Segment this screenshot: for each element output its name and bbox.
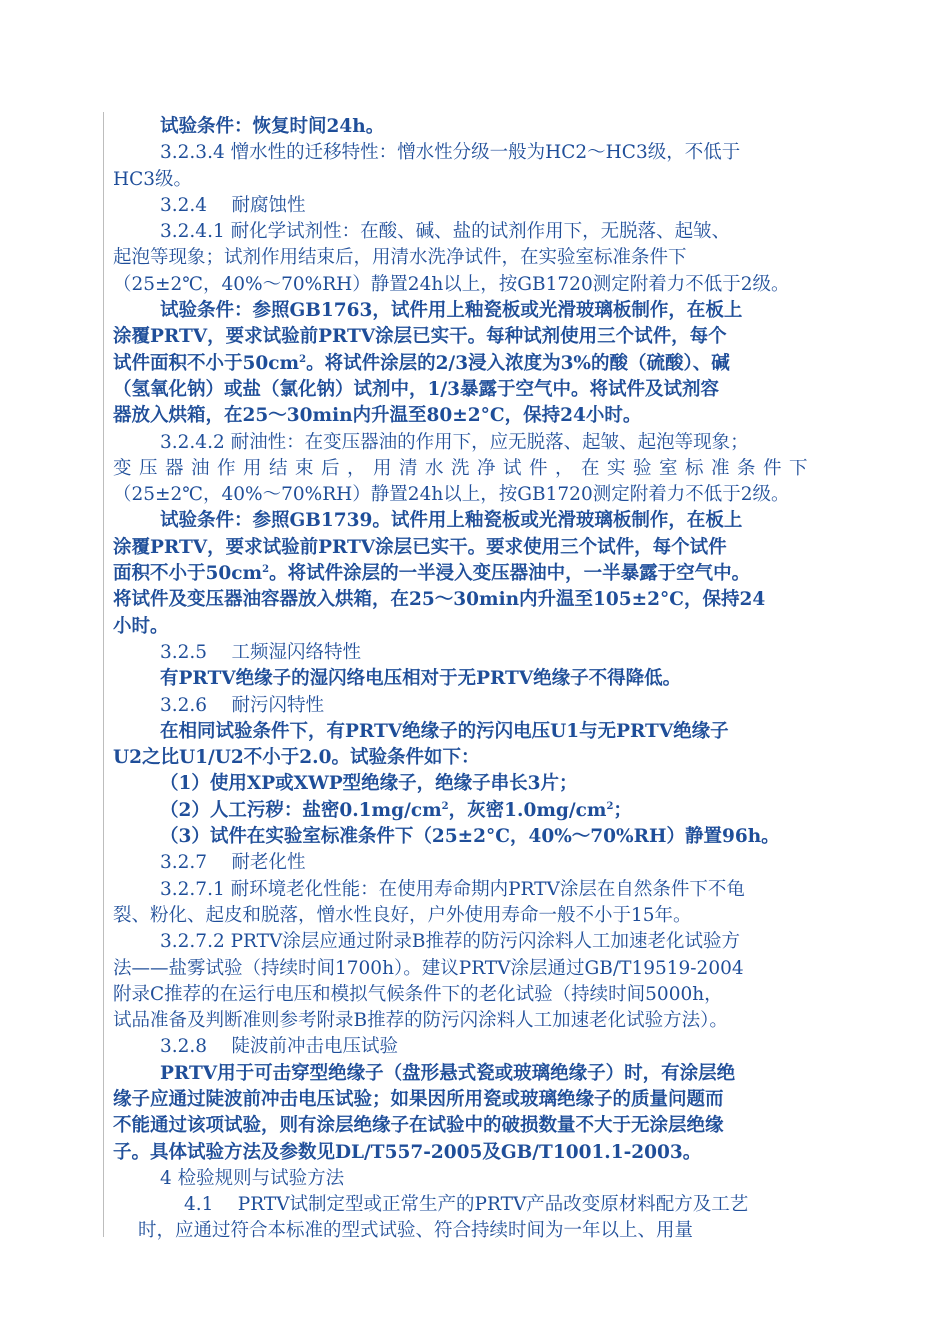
list-item [113, 798, 863, 824]
superscript: 2 [606, 800, 614, 812]
superscript: 2 [299, 353, 307, 365]
text-line: 试验条件：参照GB1739。试件用上釉瓷板或光滑玻璃板制作，在板上 [160, 510, 743, 532]
text-line: （25±2℃，40%～70%RH）静置24h以上，按GB1720测定附着力不低于2级。 [113, 484, 790, 506]
text-line: 裂、粉化、起皮和脱落，憎水性良好，户外使用寿命一般不小于15年。 [113, 904, 692, 926]
text-line: 有PRTV绝缘子的湿闪络电压相对于无PRTV绝缘子不得降低。 [160, 668, 682, 690]
text-segment: ，灰密1.0mg/cm [448, 799, 607, 821]
text-line [113, 351, 863, 377]
text-line: 不能通过该项试验，则有涂层绝缘子在试验中的破损数量不大于无涂层绝缘 [113, 1115, 724, 1137]
section-heading: 3.2.4 耐腐蚀性 [160, 194, 306, 216]
text-segment: ； [613, 799, 632, 821]
section-heading: 3.2.8 陡波前冲击电压试验 [160, 1036, 398, 1058]
list-item: （3）试件在实验室标准条件下（25±2°C，40%～70%RH）静置96h。 [160, 826, 780, 848]
text-line: 3.2.7.1 耐环境老化性能：在使用寿命期内PRTV涂层在自然条件下不龟 [160, 878, 745, 900]
page-margin-line [103, 112, 104, 1237]
text-line: U2之比U1/U2不小于2.0。试验条件如下： [113, 747, 480, 769]
superscript: 2 [441, 800, 449, 812]
text-segment: 。将试件涂层的一半浸入变压器油中，一半暴露于空气中。 [269, 563, 751, 585]
text-segment: （2）人工污秽：盐密0.1mg/cm [160, 799, 442, 821]
text-line: 起泡等现象；试剂作用结束后，用清水洗净试件，在实验室标准条件下 [113, 247, 687, 269]
text-line: HC3级。 [113, 168, 193, 190]
text-line: 试验条件：恢复时间24h。 [160, 116, 385, 137]
text-segment: 试件面积不小于50cm [113, 352, 300, 374]
text-line: 附录C推荐的在运行电压和模拟气候条件下的老化试验（持续时间5000h， [113, 983, 723, 1005]
section-heading: 3.2.6 耐污闪特性 [160, 694, 324, 716]
section-heading: 3.2.7 耐老化性 [160, 852, 306, 874]
text-line [113, 561, 863, 587]
text-segment: 。将试件涂层的2/3浸入浓度为3%的酸（硫酸）、碱 [306, 352, 730, 374]
text-line: 3.2.3.4 憎水性的迁移特性：憎水性分级一般为HC2～HC3级，不低于 [160, 142, 741, 164]
text-line: 小时。 [113, 615, 169, 637]
text-line: 涂覆PRTV，要求试验前PRTV涂层已实干。要求使用三个试件，每个试件 [113, 536, 727, 558]
text-line: 时，应通过符合本标准的型式试验、符合持续时间为一年以上、用量 [138, 1220, 694, 1242]
text-line: 3.2.7.2 PRTV涂层应通过附录B推荐的防污闪涂料人工加速老化试验方 [160, 931, 740, 953]
text-line: 4.1 PRTV试制定型或正常生产的PRTV产品改变原材料配方及工艺 [184, 1194, 749, 1216]
text-line: 3.2.4.1 耐化学试剂性：在酸、碱、盐的试剂作用下，无脱落、起皱、 [160, 221, 731, 243]
text-line: PRTV用于可击穿型绝缘子（盘形悬式瓷或玻璃绝缘子）时，有涂层绝 [160, 1062, 736, 1084]
section-heading: 4 检验规则与试验方法 [160, 1167, 345, 1189]
superscript: 2 [262, 563, 270, 575]
text-line: 涂覆PRTV，要求试验前PRTV涂层已实干。每种试剂使用三个试件，每个 [113, 326, 727, 348]
text-line: 试品准备及判断准则参考附录B推荐的防污闪涂料人工加速老化试验方法）。 [113, 1010, 728, 1032]
text-line: （25±2℃，40%～70%RH）静置24h以上，按GB1720测定附着力不低于2级。 [113, 273, 790, 295]
document-body [113, 114, 863, 1245]
text-segment: 面积不小于50cm [113, 563, 263, 585]
text-line: 变压器油作用结束后，用清水洗净试件，在实验室标准条件下 [113, 457, 816, 479]
section-heading: 3.2.5 工频湿闪络特性 [160, 641, 361, 663]
text-line: 将试件及变压器油容器放入烘箱，在25～30min内升温至105±2°C，保持24 [113, 589, 766, 611]
text-line: 子。具体试验方法及参数见DL/T557-2005及GB/T1001.1-2003。 [113, 1141, 702, 1163]
text-line: 3.2.4.2 耐油性：在变压器油的作用下，应无脱落、起皱、起泡等现象； [160, 431, 749, 453]
text-line: 器放入烘箱，在25～30min内升温至80±2°C，保持24小时。 [113, 405, 642, 427]
text-line: 法——盐雾试验（持续时间1700h）。建议PRTV涂层通过GB/T19519-2004 [113, 957, 744, 979]
text-line: 试验条件：参照GB1763，试件用上釉瓷板或光滑玻璃板制作，在板上 [160, 300, 743, 322]
text-line: 在相同试验条件下，有PRTV绝缘子的污闪电压U1与无PRTV绝缘子 [160, 720, 729, 742]
text-line: （氢氧化钠）或盐（氯化钠）试剂中，1/3暴露于空气中。将试件及试剂容 [113, 378, 720, 400]
text-line: 缘子应通过陡波前冲击电压试验；如果因所用瓷或玻璃绝缘子的质量问题而 [113, 1088, 724, 1110]
list-item: （1）使用XP或XWP型绝缘子，绝缘子串长3片； [160, 773, 578, 795]
